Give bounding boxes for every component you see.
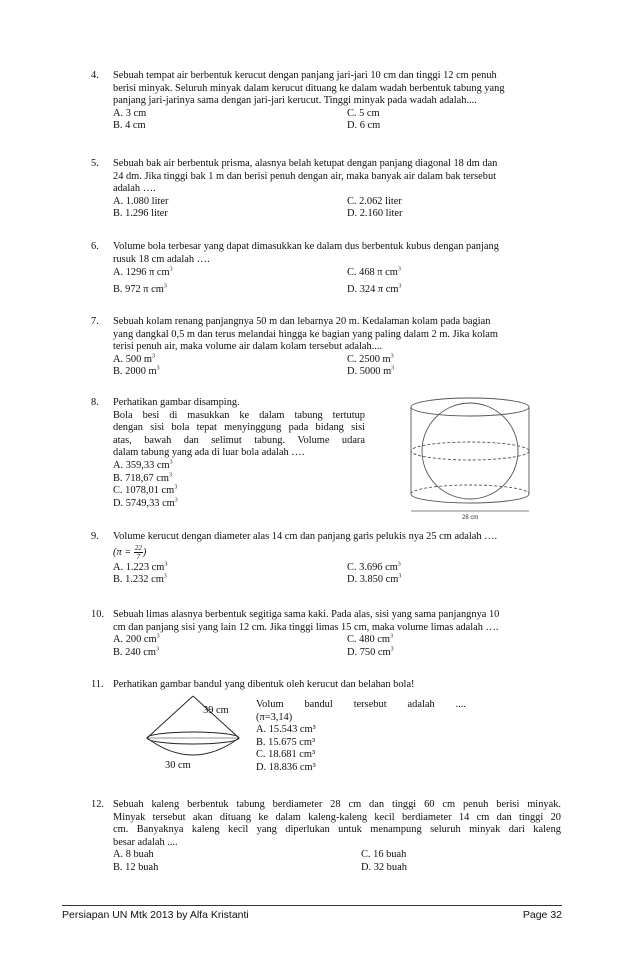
option-a: A. 8 buah [113, 849, 154, 861]
question-text-line: rusuk 18 cm adalah …. [113, 253, 210, 265]
option-d: D. 6 cm [347, 120, 381, 132]
question-4 [91, 70, 561, 133]
question-text-line: dengan sisi bola tepat menyinggung pada bidang sisi [113, 422, 365, 434]
option-a: A. 15.543 cm³ [256, 724, 316, 736]
question-text-line: Volume kerucut dengan diameter alas 14 cm dan panjang garis pelukis nya 25 cm adalah …. [113, 531, 498, 542]
question-text-line: Sebuah kolam renang panjangnya 50 m dan lebarnya 20 m. Kedalaman kolam pada bagian [113, 316, 491, 327]
option-c: C. 3.696 $cm^3$ [347, 561, 401, 573]
question-text-line: 24 dm. Jika tinggi bak 1 m dan berisi penuh dengan air, maka banyak air dalam bak tersebut [113, 170, 497, 182]
option-c: C. 480 $cm^3$ [347, 633, 394, 646]
option-c: C. 5 cm [347, 107, 380, 119]
option-b: B. 718,67 $cm^3$ [113, 472, 172, 484]
question-number: 10. [91, 609, 104, 620]
option-c: C. 468 π $cm^3$ [347, 266, 401, 279]
question-text-line: Perhatikan gambar bandul yang dibentuk oleh kerucut dan belahan bola! [113, 679, 415, 690]
pendulum-figure [138, 694, 248, 776]
option-a: A. 359,33 $cm^3$ [113, 459, 173, 471]
question-text-line: adalah …. [113, 183, 156, 195]
question-number: 9. [91, 531, 99, 542]
question-number: 6. [91, 241, 99, 252]
question-12 [91, 799, 561, 875]
option-a: A. 3 cm [113, 107, 147, 119]
option-a: A. 1.223 $cm^3$ [113, 561, 168, 573]
page-number: Page 32 [522, 909, 562, 921]
option-a: A. 1.080 liter [113, 195, 169, 207]
option-b: B. 240 $cm^3$ [113, 646, 160, 658]
question-text-line: atas, bawah dan selimut tabung. Volume udara [113, 434, 365, 446]
figure-label: 28 cm [462, 515, 479, 521]
question-text-line: yang dangkal 0,5 m dan terus melandai hingga ke bagian yang paling dalam 2 m. Jika kolam [113, 328, 498, 340]
option-d: D. 5000 $m^3$ [347, 365, 395, 378]
question-5 [91, 158, 561, 221]
question-text-line: Volume bola terbesar yang dapat dimasukkan ke dalam dus berbentuk kubus dengan panjang [113, 241, 499, 252]
option-b: B. 972 π $cm^3$ [113, 283, 167, 295]
option-d: D. 18.836 cm³ [256, 761, 316, 773]
footer-divider [62, 905, 562, 906]
question-text-line: berisi minyak. Seluruh minyak dalam kerucut dituang ke dalam wadah berbentuk tabung yang [113, 82, 505, 94]
answer-prompt: Volum bandul tersebut adalah .... [256, 699, 466, 710]
question-11 [91, 679, 561, 692]
question-text-line: Sebuah kaleng berbentuk tabung berdiameter 28 cm dan tinggi 60 cm penuh berisi minyak. [113, 799, 561, 810]
sphere-in-cylinder-figure [400, 393, 540, 523]
question-text-line: cm. Banyaknya kaleng kecil yang diperlukan untuk menampung seluruh minyak dari kaleng [113, 824, 561, 836]
question-number: 4. [91, 70, 99, 81]
option-b: B. 2000 $m^3$ [113, 365, 160, 378]
option-a: A. 500 $m^3$ [113, 353, 155, 365]
option-d: D. 3.850 $cm^3$ [347, 573, 402, 586]
option-b: B. 1.232 $cm^3$ [113, 573, 167, 586]
option-b: B. 1.296 liter [113, 208, 168, 220]
question-text-line: Sebuah limas alasnya berbentuk segitiga sama kaki. Pada alas, sisi yang sama panjangnya 10 [113, 609, 500, 620]
option-d: D. 2.160 liter [347, 208, 403, 220]
question-text-line: Sebuah bak air berbentuk prisma, alasnya belah ketupat dengan panjang diagonal 18 dm dan [113, 158, 498, 169]
option-c: C. 1078,01 $cm^3$ [113, 484, 178, 497]
option-d: D. 5749,33 $cm^3$ [113, 497, 178, 509]
question-number: 8. [91, 397, 99, 408]
question-text-line: Bola besi di masukkan ke dalam tabung tertutup [113, 409, 365, 421]
option-c: C. 16 buah [361, 849, 407, 861]
question-10 [91, 609, 561, 659]
diameter-label: 30 cm [165, 760, 191, 771]
pi-formula: (π = $\frac{22}{7}$ ) [113, 543, 147, 561]
question-number: 12. [91, 799, 104, 810]
question-number: 7. [91, 316, 99, 327]
option-a: A. 1296 π $cm^3$ [113, 266, 173, 279]
question-text-line: cm dan panjang sisi yang lain 12 cm. Jika tinggi limas 15 cm, maka volume limas adalah …. [113, 621, 499, 633]
question-text-line: Minyak tersebut akan dituang ke dalam kaleng-kaleng kecil berdiameter 14 cm dan tinggi 20 [113, 811, 561, 823]
option-b: B. 12 buah [113, 861, 159, 873]
question-text-line: Sebuah tempat air berbentuk kerucut dengan panjang jari-jari 10 cm dan tinggi 12 cm penuh [113, 70, 497, 81]
option-d: D. 750 $cm^3$ [347, 646, 394, 658]
option-d: D. 32 buah [361, 861, 407, 873]
footer-title: Persiapan UN Mtk 2013 by Alfa Kristanti [62, 909, 249, 921]
question-11-answer-block [256, 699, 466, 775]
question-6 [91, 241, 561, 296]
option-c: C. 2.062 liter [347, 195, 402, 207]
question-text-line: terisi penuh air, maka volume air dalam kolam tersebut adalah.... [113, 341, 383, 353]
question-text-line: Perhatikan gambar disamping. [113, 397, 240, 408]
question-9 [91, 531, 561, 587]
question-7 [91, 316, 561, 379]
option-c: C. 18.681 cm³ [256, 749, 316, 761]
option-d: D. 324 π $cm^3$ [347, 283, 402, 295]
slant-height-label: 39 cm [203, 705, 229, 716]
question-number: 11. [91, 679, 104, 690]
question-text-line: panjang jari-jarinya sama dengan jari-jari kerucut. Tinggi minyak pada wadah adalah.... [113, 95, 477, 107]
question-text-line: dalam tabung yang ada di luar bola adalah …. [113, 447, 305, 459]
option-a: A. 200 $cm^3$ [113, 633, 160, 646]
pi-note: (π=3,14) [256, 711, 293, 723]
option-b: B. 4 cm [113, 120, 146, 132]
question-text-line: besar adalah .... [113, 836, 178, 848]
question-number: 5. [91, 158, 99, 169]
option-c: C. 2500 $m^3$ [347, 353, 394, 365]
option-b: B. 15.675 cm³ [256, 736, 316, 748]
